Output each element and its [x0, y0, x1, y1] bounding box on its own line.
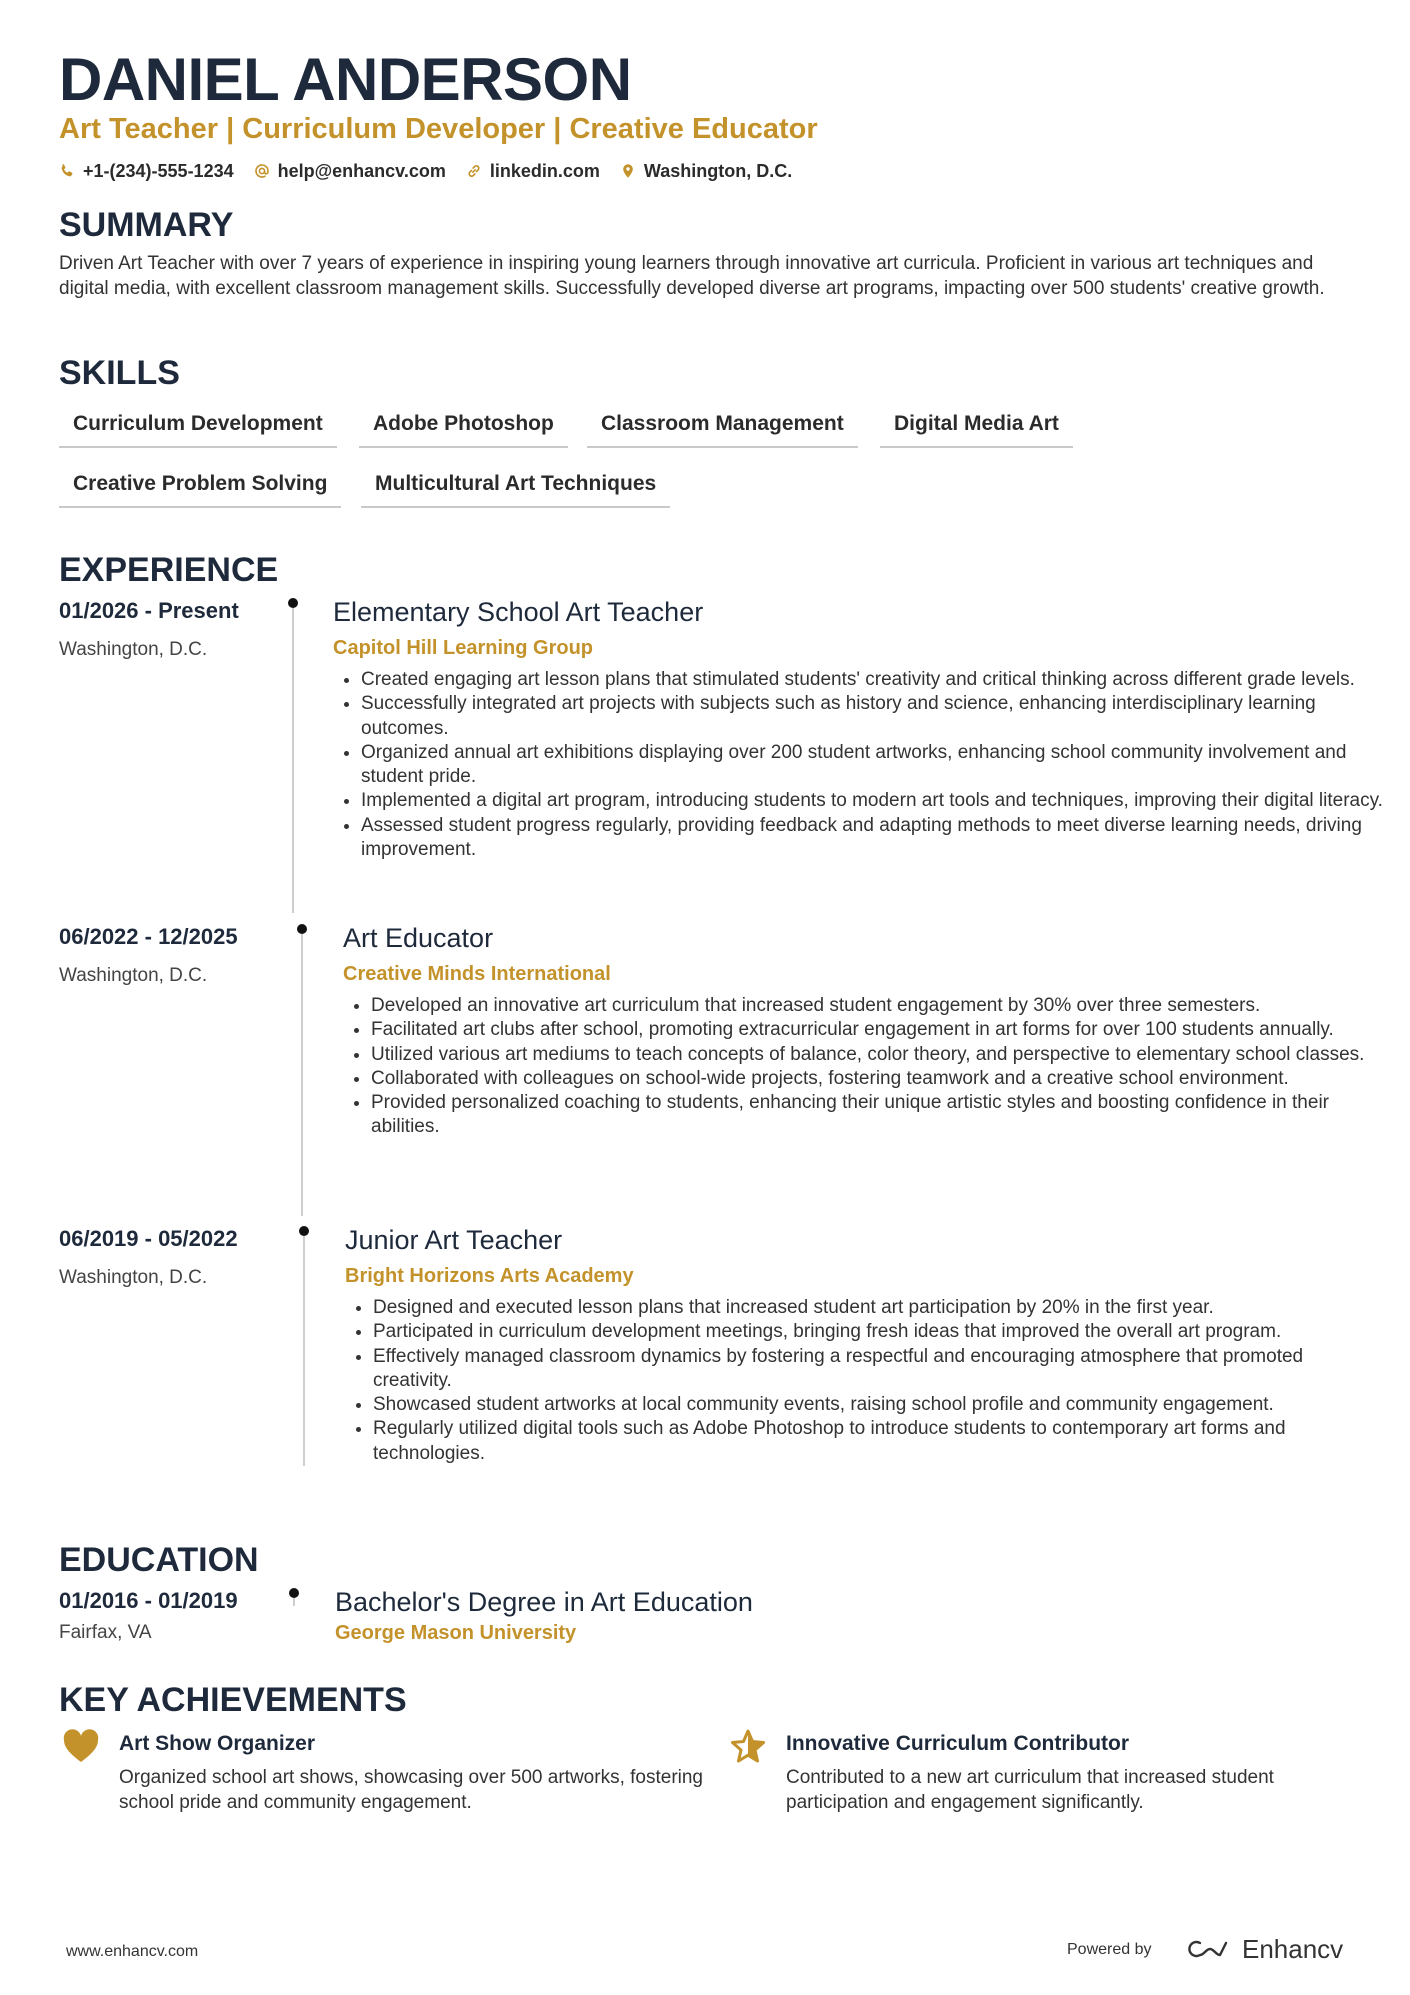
- achievement-desc: Organized school art shows, showcasing over 500 artworks, fostering school pride and community engagement.: [119, 1767, 703, 1813]
- brand-logo[interactable]: [1186, 1933, 1343, 1965]
- footer-url[interactable]: www.enhancv.com: [66, 1943, 199, 1960]
- contact-email[interactable]: [254, 158, 446, 184]
- list-item: • Participated in curriculum development meetings, bringing fresh ideas that improved the overall art program.: [373, 1320, 1383, 1344]
- summary-text: Driven Art Teacher with over 7 years of experience in inspiring young learners through innovative art curricula. Proficient in various art techniques and digital media, with excellent classroom management skills. Successfully developed diverse art programs, impacting over 500 students' creative growth.: [59, 253, 1325, 299]
- job-company: Capitol Hill Learning Group: [333, 637, 593, 659]
- list-item: • Collaborated with colleagues on school-wide projects, fostering teamwork and a creative school environment.: [371, 1067, 1391, 1091]
- skill-tag: Curriculum Development: [59, 410, 337, 448]
- timeline-dot: [297, 924, 307, 934]
- job-role: Junior Art Teacher: [345, 1225, 563, 1255]
- achievement-title: Art Show Organizer: [119, 1732, 316, 1755]
- heart-icon: [61, 1727, 101, 1767]
- enhancv-logo-icon: [1186, 1937, 1234, 1961]
- at-icon: [254, 163, 270, 179]
- candidate-subtitle: Art Teacher | Curriculum Developer | Creative Educator: [59, 113, 818, 145]
- experience-heading: EXPERIENCE: [59, 551, 279, 589]
- list-item: • Organized annual art exhibitions displaying over 200 student artworks, enhancing school community involvement and student pride.: [361, 741, 1391, 790]
- timeline-line: [301, 934, 303, 1216]
- achievement-desc: Contributed to a new art curriculum that increased student participation and engagement significantly.: [786, 1767, 1274, 1813]
- job-bullets: [343, 994, 1391, 1140]
- job-dates: 06/2019 - 05/2022: [59, 1226, 238, 1251]
- skill-tag: Adobe Photoshop: [359, 410, 568, 448]
- contact-bar: [59, 158, 792, 184]
- list-item: • Implemented a digital art program, introducing students to modern art tools and techniques, improving their digital literacy.: [361, 789, 1391, 813]
- linkedin-text: linkedin.com: [489, 161, 600, 181]
- location-pin-icon: [620, 163, 636, 179]
- degree-title: Bachelor's Degree in Art Education: [335, 1587, 753, 1617]
- skill-tag: Creative Problem Solving: [59, 470, 341, 508]
- job-location: Washington, D.C.: [59, 639, 208, 660]
- timeline-dot: [289, 1588, 299, 1598]
- link-icon: [466, 163, 482, 179]
- list-item: • Utilized various art mediums to teach concepts of balance, color theory, and perspective to elementary school classes.: [371, 1043, 1391, 1067]
- location-text: Washington, D.C.: [643, 161, 793, 181]
- job-company: Bright Horizons Arts Academy: [345, 1265, 634, 1287]
- job-role: Elementary School Art Teacher: [333, 597, 704, 627]
- phone-icon: [59, 163, 75, 179]
- school-name: George Mason University: [335, 1622, 577, 1644]
- timeline-line: [303, 1236, 305, 1466]
- skills-heading: SKILLS: [59, 354, 180, 392]
- skill-tag: Digital Media Art: [880, 410, 1073, 448]
- email-text: help@enhancv.com: [277, 161, 446, 181]
- education-location: Fairfax, VA: [59, 1622, 152, 1643]
- job-bullets: [333, 668, 1391, 862]
- list-item: • Successfully integrated art projects with subjects such as history and science, enhancing interdisciplinary learning outcomes.: [361, 692, 1391, 741]
- education-dates: 01/2016 - 01/2019: [59, 1588, 238, 1613]
- candidate-name: DANIEL ANDERSON: [59, 46, 632, 113]
- achievements-heading: KEY ACHIEVEMENTS: [59, 1681, 407, 1719]
- list-item: • Effectively managed classroom dynamics by fostering a respectful and encouraging atmosphere that promoted creativity.: [373, 1345, 1383, 1394]
- powered-by-label: Powered by: [1067, 1941, 1152, 1958]
- list-item: • Regularly utilized digital tools such as Adobe Photoshop to introduce students to contemporary art forms and technologies.: [373, 1417, 1383, 1466]
- phone-text: +1-(234)-555-1234: [83, 161, 234, 181]
- summary-heading: SUMMARY: [59, 206, 234, 244]
- skill-tag: Classroom Management: [587, 410, 858, 448]
- job-dates: 06/2022 - 12/2025: [59, 924, 238, 949]
- list-item: • Facilitated art clubs after school, promoting extracurricular engagement in art forms for over 100 students annually.: [371, 1018, 1391, 1042]
- list-item: • Developed an innovative art curriculum that increased student engagement by 30% over three semesters.: [371, 994, 1391, 1018]
- job-role: Art Educator: [343, 923, 494, 953]
- list-item: • Created engaging art lesson plans that stimulated students' creativity and critical thinking across different grade levels.: [361, 668, 1391, 692]
- skill-tag: Multicultural Art Techniques: [361, 470, 670, 508]
- brand-name: Enhancv: [1242, 1934, 1344, 1964]
- list-item: • Showcased student artworks at local community events, raising school profile and community engagement.: [373, 1393, 1383, 1417]
- timeline-line: [292, 608, 294, 913]
- star-icon: [728, 1727, 768, 1767]
- contact-linkedin[interactable]: [466, 158, 600, 184]
- job-company: Creative Minds International: [343, 963, 611, 985]
- list-item: • Assessed student progress regularly, providing feedback and adapting methods to meet diverse learning needs, driving improvement.: [361, 814, 1391, 863]
- contact-location: [620, 158, 792, 184]
- timeline-dot: [299, 1226, 309, 1236]
- list-item: • Designed and executed lesson plans that increased student art participation by 20% in the first year.: [373, 1296, 1383, 1320]
- job-bullets: [345, 1296, 1383, 1466]
- contact-phone[interactable]: [59, 158, 234, 184]
- job-dates: 01/2026 - Present: [59, 598, 239, 623]
- job-location: Washington, D.C.: [59, 965, 208, 986]
- list-item: • Provided personalized coaching to students, enhancing their unique artistic styles and boosting confidence in their abilities.: [371, 1091, 1391, 1140]
- achievement-title: Innovative Curriculum Contributor: [786, 1732, 1130, 1755]
- job-location: Washington, D.C.: [59, 1267, 208, 1288]
- education-heading: EDUCATION: [59, 1541, 259, 1579]
- timeline-dot: [288, 598, 298, 608]
